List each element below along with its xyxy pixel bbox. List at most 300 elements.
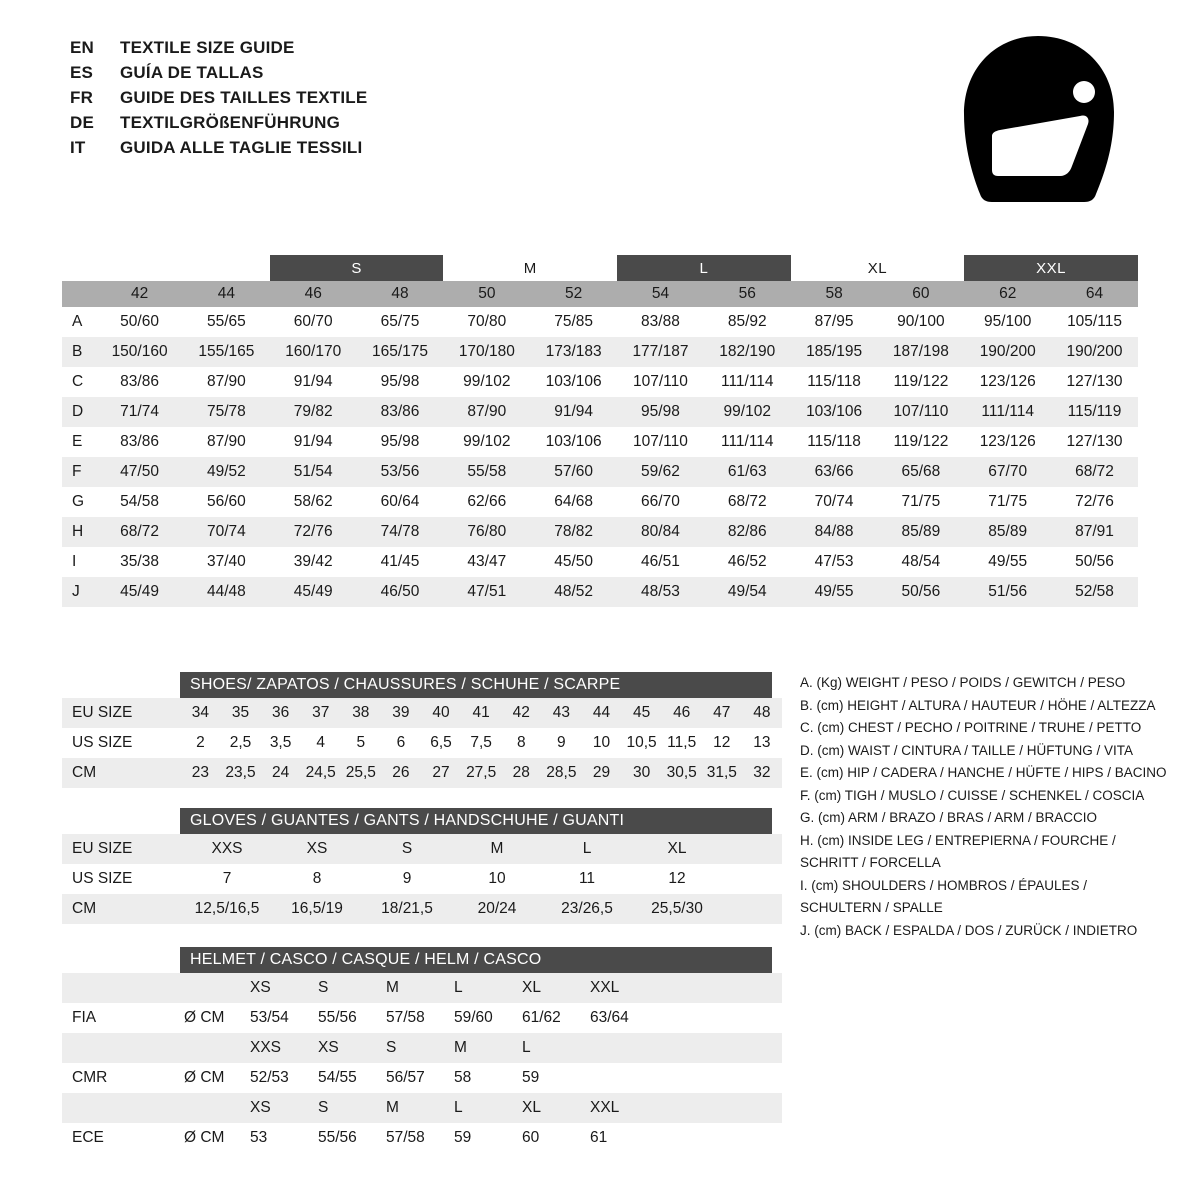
table-cell-spacer [654, 1063, 782, 1093]
table-cell: 38 [341, 698, 381, 728]
table-cell: 71/75 [964, 487, 1051, 517]
table-cell: 10,5 [622, 728, 662, 758]
table-cell: 48/54 [877, 547, 964, 577]
table-cell: 60 [518, 1123, 586, 1153]
table-cell: 165/175 [357, 337, 444, 367]
table-cell: 87/95 [791, 307, 878, 337]
row-label: D [62, 397, 96, 427]
table-header-cell: S [314, 1093, 382, 1123]
table-header-cell: M [382, 1093, 450, 1123]
table-cell: 11 [540, 864, 630, 894]
table-cell: 23,5 [220, 758, 260, 788]
table-row [62, 1063, 782, 1093]
header-title-text: TEXTILE SIZE GUIDE [120, 38, 295, 57]
table-cell: 107/110 [877, 397, 964, 427]
unit-cell: Ø CM [180, 1003, 246, 1033]
table-cell: 83/86 [96, 427, 183, 457]
row-label: CMR [62, 1063, 180, 1093]
table-cell: 30,5 [662, 758, 702, 788]
table-cell: 170/180 [443, 337, 530, 367]
table-cell: 111/114 [704, 367, 791, 397]
table-cell: XL [630, 834, 720, 864]
table-cell: 43/47 [443, 547, 530, 577]
table-cell: 115/118 [791, 367, 878, 397]
row-label: EU SIZE [62, 698, 180, 728]
table-cell: 4 [301, 728, 341, 758]
table-cell: 56/57 [382, 1063, 450, 1093]
table-cell: 59/60 [450, 1003, 518, 1033]
header-lang-code: IT [70, 138, 86, 157]
table-cell: 44 [581, 698, 621, 728]
table-row [62, 487, 1138, 517]
table-row [62, 427, 1138, 457]
table-cell: 59/62 [617, 457, 704, 487]
table-cell-spacer [654, 1123, 782, 1153]
table-cell: 65/75 [357, 307, 444, 337]
legend-line: SCHULTERN / SPALLE [800, 900, 943, 915]
table-row [62, 457, 1138, 487]
group-cell-xxl: XXL [964, 255, 1138, 281]
table-cell: 83/86 [96, 367, 183, 397]
table-cell-empty [180, 1033, 246, 1063]
table-cell: 49/52 [183, 457, 270, 487]
table-row [62, 894, 782, 924]
table-cell: 103/106 [530, 427, 617, 457]
table-cell: 90/100 [877, 307, 964, 337]
table-cell: 3,5 [261, 728, 301, 758]
table-cell: 103/106 [530, 367, 617, 397]
shoes-table [62, 672, 782, 788]
table-cell: 47/50 [96, 457, 183, 487]
table-cell: 63/64 [586, 1003, 654, 1033]
table-cell: 54/55 [314, 1063, 382, 1093]
legend-line: C. (cm) CHEST / PECHO / POITRINE / TRUHE / PETTO [800, 720, 1142, 735]
table-cell: 51/56 [964, 577, 1051, 607]
table-row [62, 337, 1138, 367]
table-cell: 46/50 [357, 577, 444, 607]
helmet-table [62, 947, 782, 1153]
row-label: FIA [62, 1003, 180, 1033]
table-cell: 49/54 [704, 577, 791, 607]
legend-line: F. (cm) TIGH / MUSLO / CUISSE / SCHENKEL / COSCIA [800, 787, 1145, 803]
table-cell: 91/94 [530, 397, 617, 427]
group-cell-s: S [270, 255, 444, 281]
table-cell: 36 [261, 698, 301, 728]
main-size-table [62, 255, 1138, 607]
table-cell: 103/106 [791, 397, 878, 427]
table-header-cell: XXL [586, 973, 654, 1003]
table-cell: 12 [702, 728, 742, 758]
table-cell: 83/88 [617, 307, 704, 337]
table-header-cell: XS [246, 973, 314, 1003]
table-cell: 28 [501, 758, 541, 788]
table-cell: 52/53 [246, 1063, 314, 1093]
measurement-legend [800, 672, 1167, 942]
table-cell: 119/122 [877, 427, 964, 457]
table-cell: 45 [622, 698, 662, 728]
table-cell: 74/78 [357, 517, 444, 547]
table-cell: 95/98 [617, 397, 704, 427]
table-header-cell: S [314, 973, 382, 1003]
table-cell: 49/55 [791, 577, 878, 607]
row-label: EU SIZE [62, 834, 180, 864]
row-label-empty [62, 973, 180, 1003]
size-header-corner [62, 281, 96, 307]
table-cell: 99/102 [704, 397, 791, 427]
table-cell: 50/56 [1051, 547, 1138, 577]
helmet-table-title: HELMET / CASCO / CASQUE / HELM / CASCO [180, 947, 772, 973]
legend-line: SCHRITT / FORCELLA [800, 855, 941, 870]
table-cell: 79/82 [270, 397, 357, 427]
legend-line: B. (cm) HEIGHT / ALTURA / HAUTEUR / HÖHE / ALTEZZA [800, 697, 1156, 713]
size-header-cell: 58 [791, 281, 878, 307]
group-header-row [62, 255, 1138, 281]
table-cell: 37/40 [183, 547, 270, 577]
table-cell: 12,5/16,5 [180, 894, 270, 924]
header-lang-code: FR [70, 88, 94, 107]
table-cell: 52/58 [1051, 577, 1138, 607]
header [70, 38, 830, 163]
table-cell: 28,5 [541, 758, 581, 788]
table-row [62, 517, 1138, 547]
table-cell: 24 [261, 758, 301, 788]
header-row [70, 63, 830, 88]
row-label: B [62, 337, 96, 367]
table-header-cell: XXS [246, 1033, 314, 1063]
table-row [62, 577, 1138, 607]
table-header-cell: XS [246, 1093, 314, 1123]
table-cell: 48 [742, 698, 782, 728]
table-cell: 155/165 [183, 337, 270, 367]
table-cell: 127/130 [1051, 367, 1138, 397]
table-cell: 41 [461, 698, 501, 728]
table-cell: 70/74 [183, 517, 270, 547]
table-cell: 185/195 [791, 337, 878, 367]
table-cell-spacer [654, 1033, 782, 1063]
table-cell: 9 [360, 864, 450, 894]
header-lang-code: ES [70, 63, 94, 82]
table-cell: 54/58 [96, 487, 183, 517]
table-cell: 68/72 [704, 487, 791, 517]
size-header-cell: 50 [443, 281, 530, 307]
size-header-cell: 46 [270, 281, 357, 307]
table-cell: 18/21,5 [360, 894, 450, 924]
table-cell-spacer [654, 1093, 782, 1123]
row-label-empty [62, 1033, 180, 1063]
table-cell: M [450, 834, 540, 864]
table-cell: 61/62 [518, 1003, 586, 1033]
row-label: F [62, 457, 96, 487]
shoes-table-title: SHOES/ ZAPATOS / CHAUSSURES / SCHUHE / SCARPE [180, 672, 772, 698]
table-cell: 111/114 [704, 427, 791, 457]
row-label: CM [62, 894, 180, 924]
table-cell-empty [180, 973, 246, 1003]
table-cell: 29 [581, 758, 621, 788]
table-cell: 26 [381, 758, 421, 788]
table-cell: 7 [180, 864, 270, 894]
table-cell: 25,5/30 [630, 894, 720, 924]
table-cell-spacer [654, 1003, 782, 1033]
table-cell: 57/60 [530, 457, 617, 487]
table-cell-empty [180, 1093, 246, 1123]
table-cell: 46 [662, 698, 702, 728]
table-cell: 59 [450, 1123, 518, 1153]
table-cell: 71/74 [96, 397, 183, 427]
table-cell: 87/90 [183, 427, 270, 457]
header-row [70, 88, 830, 113]
group-cell-xl: XL [867, 259, 888, 277]
table-cell: 187/198 [877, 337, 964, 367]
table-cell: 84/88 [791, 517, 878, 547]
table-cell: 95/98 [357, 367, 444, 397]
table-row [62, 367, 1138, 397]
row-label: US SIZE [62, 864, 180, 894]
table-row [62, 864, 782, 894]
table-cell: 66/70 [617, 487, 704, 517]
header-row [70, 38, 830, 63]
table-cell: 7,5 [461, 728, 501, 758]
table-cell: XXS [180, 834, 270, 864]
size-header-cell: 54 [617, 281, 704, 307]
table-cell: 27,5 [461, 758, 501, 788]
table-cell: 35 [220, 698, 260, 728]
table-cell: 160/170 [270, 337, 357, 367]
table-cell: 70/74 [791, 487, 878, 517]
table-cell: 61/63 [704, 457, 791, 487]
table-cell: 46/52 [704, 547, 791, 577]
table-header-cell: XS [314, 1033, 382, 1063]
row-label: I [62, 547, 96, 577]
table-cell: 59 [518, 1063, 586, 1093]
table-cell: 85/89 [877, 517, 964, 547]
table-cell: 190/200 [1051, 337, 1138, 367]
table-cell: 91/94 [270, 427, 357, 457]
table-cell: 45/50 [530, 547, 617, 577]
table-cell: 50/60 [96, 307, 183, 337]
table-cell: 8 [501, 728, 541, 758]
table-header-cell: XXL [586, 1093, 654, 1123]
table-cell: 40 [421, 698, 461, 728]
table-row [62, 698, 782, 728]
table-row [62, 1033, 782, 1063]
table-cell: 61 [586, 1123, 654, 1153]
table-cell: 190/200 [964, 337, 1051, 367]
table-cell: 115/119 [1051, 397, 1138, 427]
table-row [62, 973, 782, 1003]
table-cell: 119/122 [877, 367, 964, 397]
table-row [62, 728, 782, 758]
table-cell: 182/190 [704, 337, 791, 367]
header-lang-code: DE [70, 113, 95, 132]
table-cell: 107/110 [617, 367, 704, 397]
row-label: J [62, 577, 96, 607]
table-cell: 39/42 [270, 547, 357, 577]
table-header-cell: L [450, 973, 518, 1003]
table-header-cell: L [518, 1033, 586, 1063]
table-cell: 99/102 [443, 367, 530, 397]
table-header-cell: S [382, 1033, 450, 1063]
table-cell: 6 [381, 728, 421, 758]
unit-cell: Ø CM [180, 1123, 246, 1153]
table-cell: 53/56 [357, 457, 444, 487]
table-cell: 10 [581, 728, 621, 758]
table-row [62, 1093, 782, 1123]
header-title-text: GUIDE DES TAILLES TEXTILE [120, 88, 368, 107]
table-cell: 47/53 [791, 547, 878, 577]
table-cell: 6,5 [421, 728, 461, 758]
legend-line: E. (cm) HIP / CADERA / HANCHE / HÜFTE / HIPS / BACINO [800, 765, 1167, 780]
table-cell-spacer [720, 864, 782, 894]
table-cell: 68/72 [1051, 457, 1138, 487]
table-cell: 87/90 [183, 367, 270, 397]
table-cell: 37 [301, 698, 341, 728]
header-title-text: GUÍA DE TALLAS [120, 63, 264, 82]
group-cell-empty [96, 255, 270, 281]
table-cell: 43 [541, 698, 581, 728]
table-cell: 48/52 [530, 577, 617, 607]
size-header-cell: 64 [1051, 281, 1138, 307]
table-cell: 72/76 [1051, 487, 1138, 517]
table-cell: L [540, 834, 630, 864]
table-cell-spacer [720, 834, 782, 864]
table-cell: 8 [270, 864, 360, 894]
table-cell: 2,5 [220, 728, 260, 758]
header-title-text: TEXTILGRÖßENFÜHRUNG [120, 113, 341, 132]
table-cell: 64/68 [530, 487, 617, 517]
table-cell: 107/110 [617, 427, 704, 457]
size-header-row [62, 281, 1138, 307]
table-cell: 58/62 [270, 487, 357, 517]
table-cell: 47 [702, 698, 742, 728]
table-row [62, 834, 782, 864]
table-cell: 63/66 [791, 457, 878, 487]
table-cell: 95/98 [357, 427, 444, 457]
table-cell: 115/118 [791, 427, 878, 457]
table-cell: 30 [622, 758, 662, 788]
table-cell: 16,5/19 [270, 894, 360, 924]
table-cell: 68/72 [96, 517, 183, 547]
table-cell: XS [270, 834, 360, 864]
row-label: ECE [62, 1123, 180, 1153]
size-header-cell: 52 [530, 281, 617, 307]
table-cell: 75/78 [183, 397, 270, 427]
table-cell: 39 [381, 698, 421, 728]
table-cell: 83/86 [357, 397, 444, 427]
table-header-cell: M [450, 1033, 518, 1063]
gloves-table [62, 808, 782, 924]
table-cell: 60/64 [357, 487, 444, 517]
table-cell: 9 [541, 728, 581, 758]
racing-helmet-icon [948, 28, 1128, 208]
table-cell: 127/130 [1051, 427, 1138, 457]
table-cell: 55/58 [443, 457, 530, 487]
table-cell: 80/84 [617, 517, 704, 547]
table-cell: 123/126 [964, 427, 1051, 457]
table-header-cell: XL [518, 973, 586, 1003]
table-cell: 42 [501, 698, 541, 728]
table-cell: 70/80 [443, 307, 530, 337]
table-cell: 56/60 [183, 487, 270, 517]
table-row [62, 1123, 782, 1153]
legend-line: J. (cm) BACK / ESPALDA / DOS / ZURÜCK / INDIETRO [800, 922, 1138, 938]
header-lang-code: EN [70, 38, 95, 57]
table-cell: 78/82 [530, 517, 617, 547]
legend-line: D. (cm) WAIST / CINTURA / TAILLE / HÜFTUNG / VITA [800, 742, 1134, 758]
table-cell: 87/91 [1051, 517, 1138, 547]
legend-line: G. (cm) ARM / BRAZO / BRAS / ARM / BRACCIO [800, 810, 1098, 825]
table-cell: 27 [421, 758, 461, 788]
table-cell: 105/115 [1051, 307, 1138, 337]
table-cell: 150/160 [96, 337, 183, 367]
legend-line: A. (Kg) WEIGHT / PESO / POIDS / GEWITCH / PESO [800, 675, 1126, 690]
gloves-table-title: GLOVES / GUANTES / GANTS / HANDSCHUHE / GUANTI [180, 808, 772, 834]
row-label: US SIZE [62, 728, 180, 758]
table-cell: 53/54 [246, 1003, 314, 1033]
table-cell: 72/76 [270, 517, 357, 547]
table-cell: 32 [742, 758, 782, 788]
table-cell: 82/86 [704, 517, 791, 547]
group-cell-m: M [523, 259, 537, 277]
table-cell: 87/90 [443, 397, 530, 427]
table-cell: 75/85 [530, 307, 617, 337]
table-cell: 95/100 [964, 307, 1051, 337]
size-header-cell: 44 [183, 281, 270, 307]
table-cell: 67/70 [964, 457, 1051, 487]
table-cell: 76/80 [443, 517, 530, 547]
row-label: E [62, 427, 96, 457]
table-cell: 45/49 [96, 577, 183, 607]
table-cell-spacer [654, 973, 782, 1003]
table-cell: 71/75 [877, 487, 964, 517]
table-cell: 123/126 [964, 367, 1051, 397]
table-cell: 60/70 [270, 307, 357, 337]
table-cell: 45/49 [270, 577, 357, 607]
table-cell: 85/89 [964, 517, 1051, 547]
table-cell: 57/58 [382, 1003, 450, 1033]
row-label: H [62, 517, 96, 547]
legend-line: I. (cm) SHOULDERS / HOMBROS / ÉPAULES / [800, 877, 1088, 893]
table-cell: 10 [450, 864, 540, 894]
table-cell: 35/38 [96, 547, 183, 577]
table-row [62, 307, 1138, 337]
table-header-cell: L [450, 1093, 518, 1123]
table-cell: 46/51 [617, 547, 704, 577]
table-cell: 55/56 [314, 1003, 382, 1033]
table-cell: 23/26,5 [540, 894, 630, 924]
table-row [62, 758, 782, 788]
table-cell: 177/187 [617, 337, 704, 367]
group-cell-l: L [617, 255, 791, 281]
table-cell: 2 [180, 728, 220, 758]
table-cell: 57/58 [382, 1123, 450, 1153]
size-header-cell: 60 [877, 281, 964, 307]
table-row [62, 547, 1138, 577]
table-cell: 53 [246, 1123, 314, 1153]
table-cell: 65/68 [877, 457, 964, 487]
table-cell: 55/65 [183, 307, 270, 337]
table-cell: 25,5 [341, 758, 381, 788]
table-cell: 173/183 [530, 337, 617, 367]
table-cell: 13 [742, 728, 782, 758]
table-cell: S [360, 834, 450, 864]
size-header-cell: 62 [964, 281, 1051, 307]
table-cell: 99/102 [443, 427, 530, 457]
table-cell: 49/55 [964, 547, 1051, 577]
size-header-cell: 42 [96, 281, 183, 307]
table-cell: 23 [180, 758, 220, 788]
header-row [70, 138, 830, 163]
header-title-text: GUIDA ALLE TAGLIE TESSILI [120, 138, 363, 157]
